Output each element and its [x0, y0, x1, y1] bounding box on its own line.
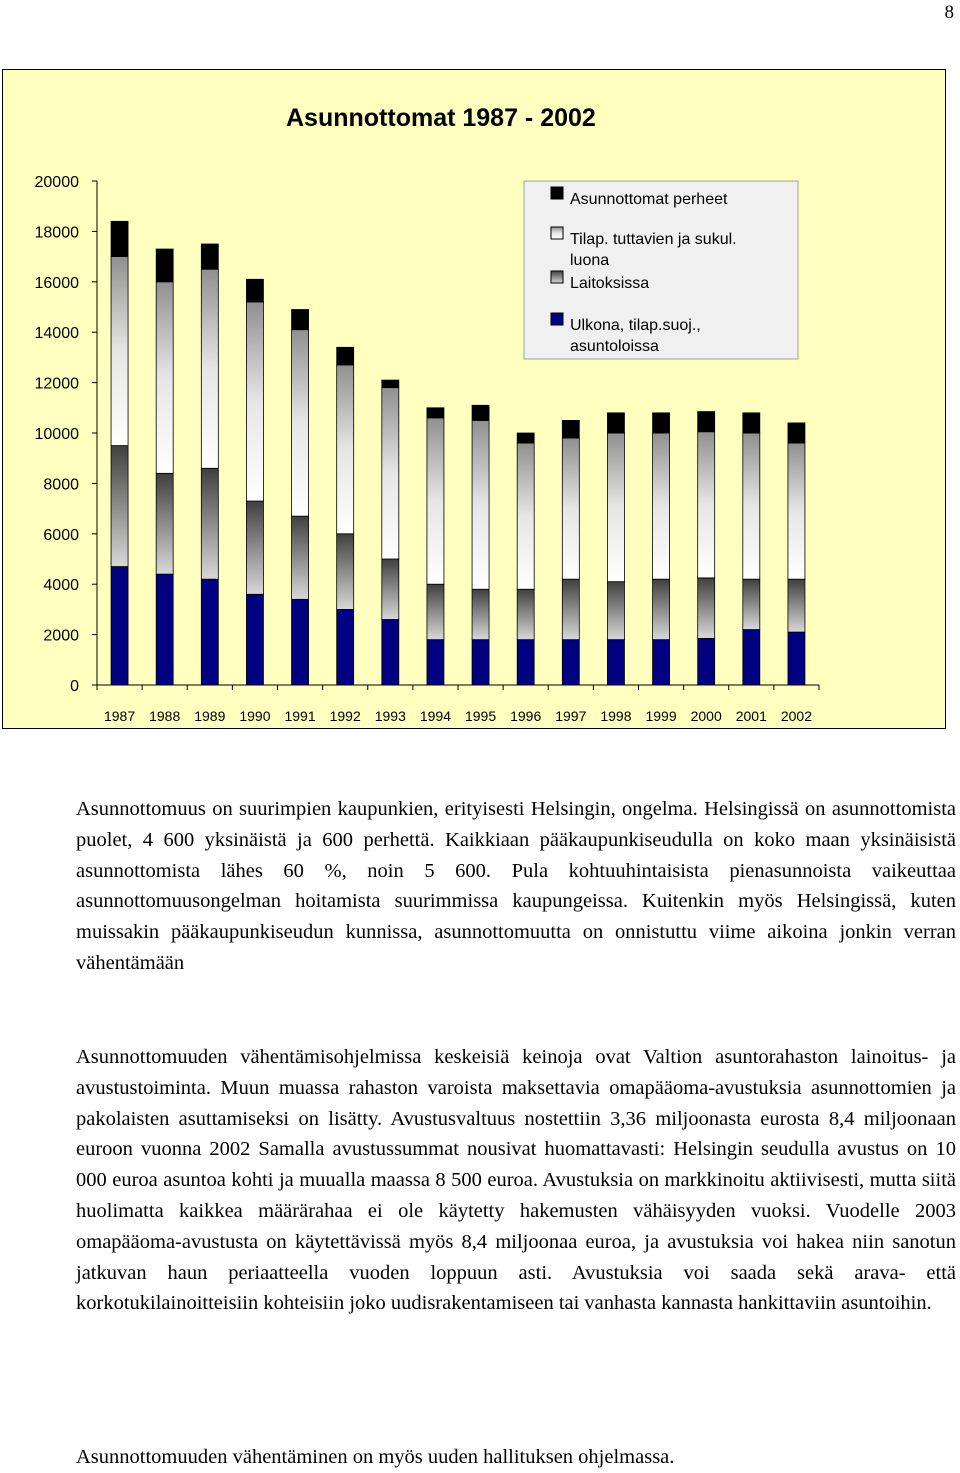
bar-segment-laitoksissa [111, 446, 128, 567]
bar-segment-tuttavien-luona [653, 433, 670, 579]
bar-segment-laitoksissa [337, 534, 354, 610]
x-tick-label: 1992 [329, 708, 361, 724]
legend-label: Tilap. tuttavien ja sukul. [570, 231, 737, 248]
bar-stack-1999 [653, 413, 670, 685]
x-tick-label: 1996 [510, 708, 542, 724]
bar-segment-laitoksissa [788, 579, 805, 632]
bar-segment-perheet [743, 413, 760, 433]
bar-stack-2000 [698, 412, 715, 685]
bar-segment-perheet [427, 408, 444, 418]
bar-stack-1990 [246, 279, 263, 685]
bar-stack-1988 [156, 249, 173, 685]
y-tick-label: 16000 [34, 274, 79, 292]
bar-segment-tuttavien-luona [788, 443, 805, 579]
x-tick-label: 1991 [284, 708, 316, 724]
x-tick-label: 1995 [464, 708, 497, 724]
bar-segment-perheet [337, 347, 354, 365]
bar-segment-laitoksissa [743, 579, 760, 629]
y-axis [35, 174, 98, 695]
y-tick-label: 10000 [34, 426, 79, 443]
bar-segment-ulkona [246, 594, 263, 685]
bar-segment-tuttavien-luona [337, 365, 354, 534]
bar-segment-tuttavien-luona [698, 432, 715, 578]
legend-label: Laitoksissa [570, 275, 650, 292]
bar-segment-tuttavien-luona [382, 388, 399, 559]
legend [524, 181, 798, 359]
bar-segment-ulkona [472, 640, 489, 685]
legend-label: Ulkona, tilap.suoj., [570, 317, 701, 334]
bar-segment-laitoksissa [472, 589, 489, 639]
bar-segment-laitoksissa [292, 516, 309, 599]
bar-segment-ulkona [111, 567, 128, 685]
x-tick-label: 2000 [690, 708, 722, 724]
bar-stack-2002 [788, 423, 805, 685]
legend-swatch [551, 313, 563, 325]
x-tick-label: 1994 [419, 708, 452, 724]
bar-segment-tuttavien-luona [743, 433, 760, 579]
bar-segment-laitoksissa [156, 473, 173, 574]
y-tick-label: 2000 [43, 627, 79, 645]
bar-segment-perheet [788, 423, 805, 443]
x-tick-label: 1997 [555, 708, 587, 724]
bar-segment-ulkona [201, 579, 218, 685]
y-tick-label: 0 [70, 678, 79, 695]
bar-segment-perheet [653, 413, 670, 433]
bar-segment-tuttavien-luona [517, 443, 534, 589]
bar-segment-tuttavien-luona [292, 330, 309, 516]
bar-segment-ulkona [292, 599, 309, 685]
bar-segment-ulkona [743, 630, 760, 685]
bar-segment-perheet [698, 412, 715, 432]
paragraph-2: Asunnottomuuden vähentämisohjelmissa keskeisiä keinoja ovat Valtion asuntorahaston lainoitus- ja avustustoiminta. Muun muassa rahaston varoista maksettavia omapääoma-avustuksia asunnottomien ja pakolaisten asuttamiseksi on lisätty. Avustusvaltuus nostettiin 3,36 miljoonasta eurosta 8,4 miljoonaan euroon vuonna 2002 Samalla avustussummat nousivat huomattavasti: Helsingin seudulla avustus on 10 000 euroa asuntoa kohti ja muualla maassa 8 500 euroa. Avustuksia on markkinoitu aktiivisesti, mutta siitä huolimatta kaikkea määrärahaa ei ole käytetty hakemusten vähäisyyden vuoksi. Vuodelle 2003 omapääoma-avustusta on käytettävissä myös 8,4 miljoonaa euroa, ja avustuksia voi hakea niin sanotun jatkuvan haun periaatteella vuoden loppuun asti. Avustuksia voi saada sekä arava- että korkotukilainoitteisiin kohteisiin joko uudisrakentamiseen tai vanhasta kannasta hankittaviin asuntoihin. [76, 1046, 956, 1315]
bar-stack-1991 [292, 310, 309, 685]
legend-swatch [551, 271, 563, 283]
legend-label: luona [570, 252, 610, 269]
paragraph-3: Asunnottomuuden vähentäminen on myös uuden hallituksen ohjelmassa. [76, 1446, 675, 1468]
bar-segment-tuttavien-luona [111, 257, 128, 446]
bar-segment-perheet [292, 310, 309, 330]
bar-segment-ulkona [427, 640, 444, 685]
bar-segment-perheet [246, 279, 263, 302]
bar-segment-ulkona [562, 640, 579, 685]
bar-segment-laitoksissa [607, 582, 624, 640]
bar-stack-1997 [562, 420, 579, 685]
x-tick-label: 1998 [600, 708, 632, 724]
y-tick-label: 8000 [43, 476, 79, 494]
bar-segment-laitoksissa [698, 578, 715, 638]
bar-segment-ulkona [337, 609, 354, 685]
bar-segment-tuttavien-luona [201, 269, 218, 468]
bar-stack-1989 [201, 244, 218, 685]
bar-segment-ulkona [382, 619, 399, 685]
legend-swatch [551, 187, 563, 199]
page-number: 8 [944, 2, 954, 23]
x-tick-label: 1987 [103, 708, 136, 724]
y-tick-label: 6000 [43, 526, 79, 544]
bar-segment-perheet [517, 433, 534, 443]
bar-segment-laitoksissa [653, 579, 670, 639]
bar-stack-2001 [743, 413, 760, 685]
bar-stack-1993 [382, 380, 399, 685]
bar-segment-tuttavien-luona [427, 418, 444, 584]
bar-stack-1994 [427, 408, 444, 685]
bar-segment-tuttavien-luona [472, 420, 489, 589]
bar-segment-ulkona [788, 632, 805, 685]
y-tick-label: 4000 [43, 577, 79, 595]
legend-label: Asunnottomat perheet [570, 191, 728, 208]
legend-swatch [551, 227, 563, 239]
bar-segment-tuttavien-luona [562, 438, 579, 579]
x-tick-label: 1993 [374, 708, 406, 724]
y-tick-label: 14000 [34, 325, 79, 343]
y-tick-label: 20000 [34, 174, 79, 191]
bar-segment-ulkona [698, 638, 715, 685]
bar-segment-laitoksissa [562, 579, 579, 639]
bar-segment-perheet [472, 405, 489, 420]
bar-segment-ulkona [156, 574, 173, 685]
bar-segment-tuttavien-luona [156, 282, 173, 474]
chart-area [2, 69, 946, 729]
legend-label: asuntoloissa [570, 338, 659, 355]
bar-segment-perheet [382, 380, 399, 388]
bar-segment-ulkona [607, 640, 624, 685]
paragraph-1: Asunnottomuus on suurimpien kaupunkien, erityisesti Helsingin, ongelma. Helsingissä on asunnottomista puolet, 4 600 yksinäistä ja 600 perhettä. Kaikkiaan pääkaupunkiseudulla on koko maan yksinäisistä asunnottomista lähes 60 %, noin 5 600. Pula kohtuuhintaisista pienasunnoista vaikeuttaa asunnottomuusongelman hoitamista suurimmissa kaupungeissa. Kuitenkin myös Helsingissä, kuten muissakin pääkaupunkiseudun kunnissa, asunnottomuutta on onnistuttu viime aikoina jonkin verran vähentämään [76, 798, 956, 974]
bar-stack-1987 [111, 221, 128, 685]
bar-segment-laitoksissa [201, 468, 218, 579]
bar-segment-laitoksissa [246, 501, 263, 594]
bar-stack-1995 [472, 405, 489, 685]
bar-stack-1992 [337, 347, 354, 685]
x-tick-label: 2002 [780, 708, 813, 724]
x-tick-label: 1989 [194, 708, 226, 724]
bar-segment-laitoksissa [517, 589, 534, 639]
x-tick-label: 2001 [735, 708, 767, 724]
x-tick-label: 1988 [149, 708, 181, 724]
bar-segment-ulkona [517, 640, 534, 685]
y-tick-label: 18000 [34, 224, 79, 242]
x-tick-label: 1990 [239, 708, 271, 724]
bar-segment-perheet [562, 420, 579, 438]
bar-segment-perheet [607, 413, 624, 433]
x-axis [97, 685, 819, 724]
x-tick-label: 1999 [645, 708, 677, 724]
chart-title: Asunnottomat 1987 - 2002 [286, 104, 596, 132]
bar-segment-perheet [201, 244, 218, 269]
bar-segment-perheet [111, 221, 128, 256]
bar-segment-tuttavien-luona [246, 302, 263, 501]
bar-stack-1996 [517, 433, 534, 685]
bar-segment-tuttavien-luona [607, 433, 624, 582]
stacked-bar-chart [3, 70, 947, 730]
bar-segment-laitoksissa [382, 559, 399, 619]
bar-stack-1998 [607, 413, 624, 685]
bar-segment-laitoksissa [427, 584, 444, 639]
bar-segment-ulkona [653, 640, 670, 685]
y-tick-label: 12000 [34, 375, 79, 393]
bar-segment-perheet [156, 249, 173, 282]
